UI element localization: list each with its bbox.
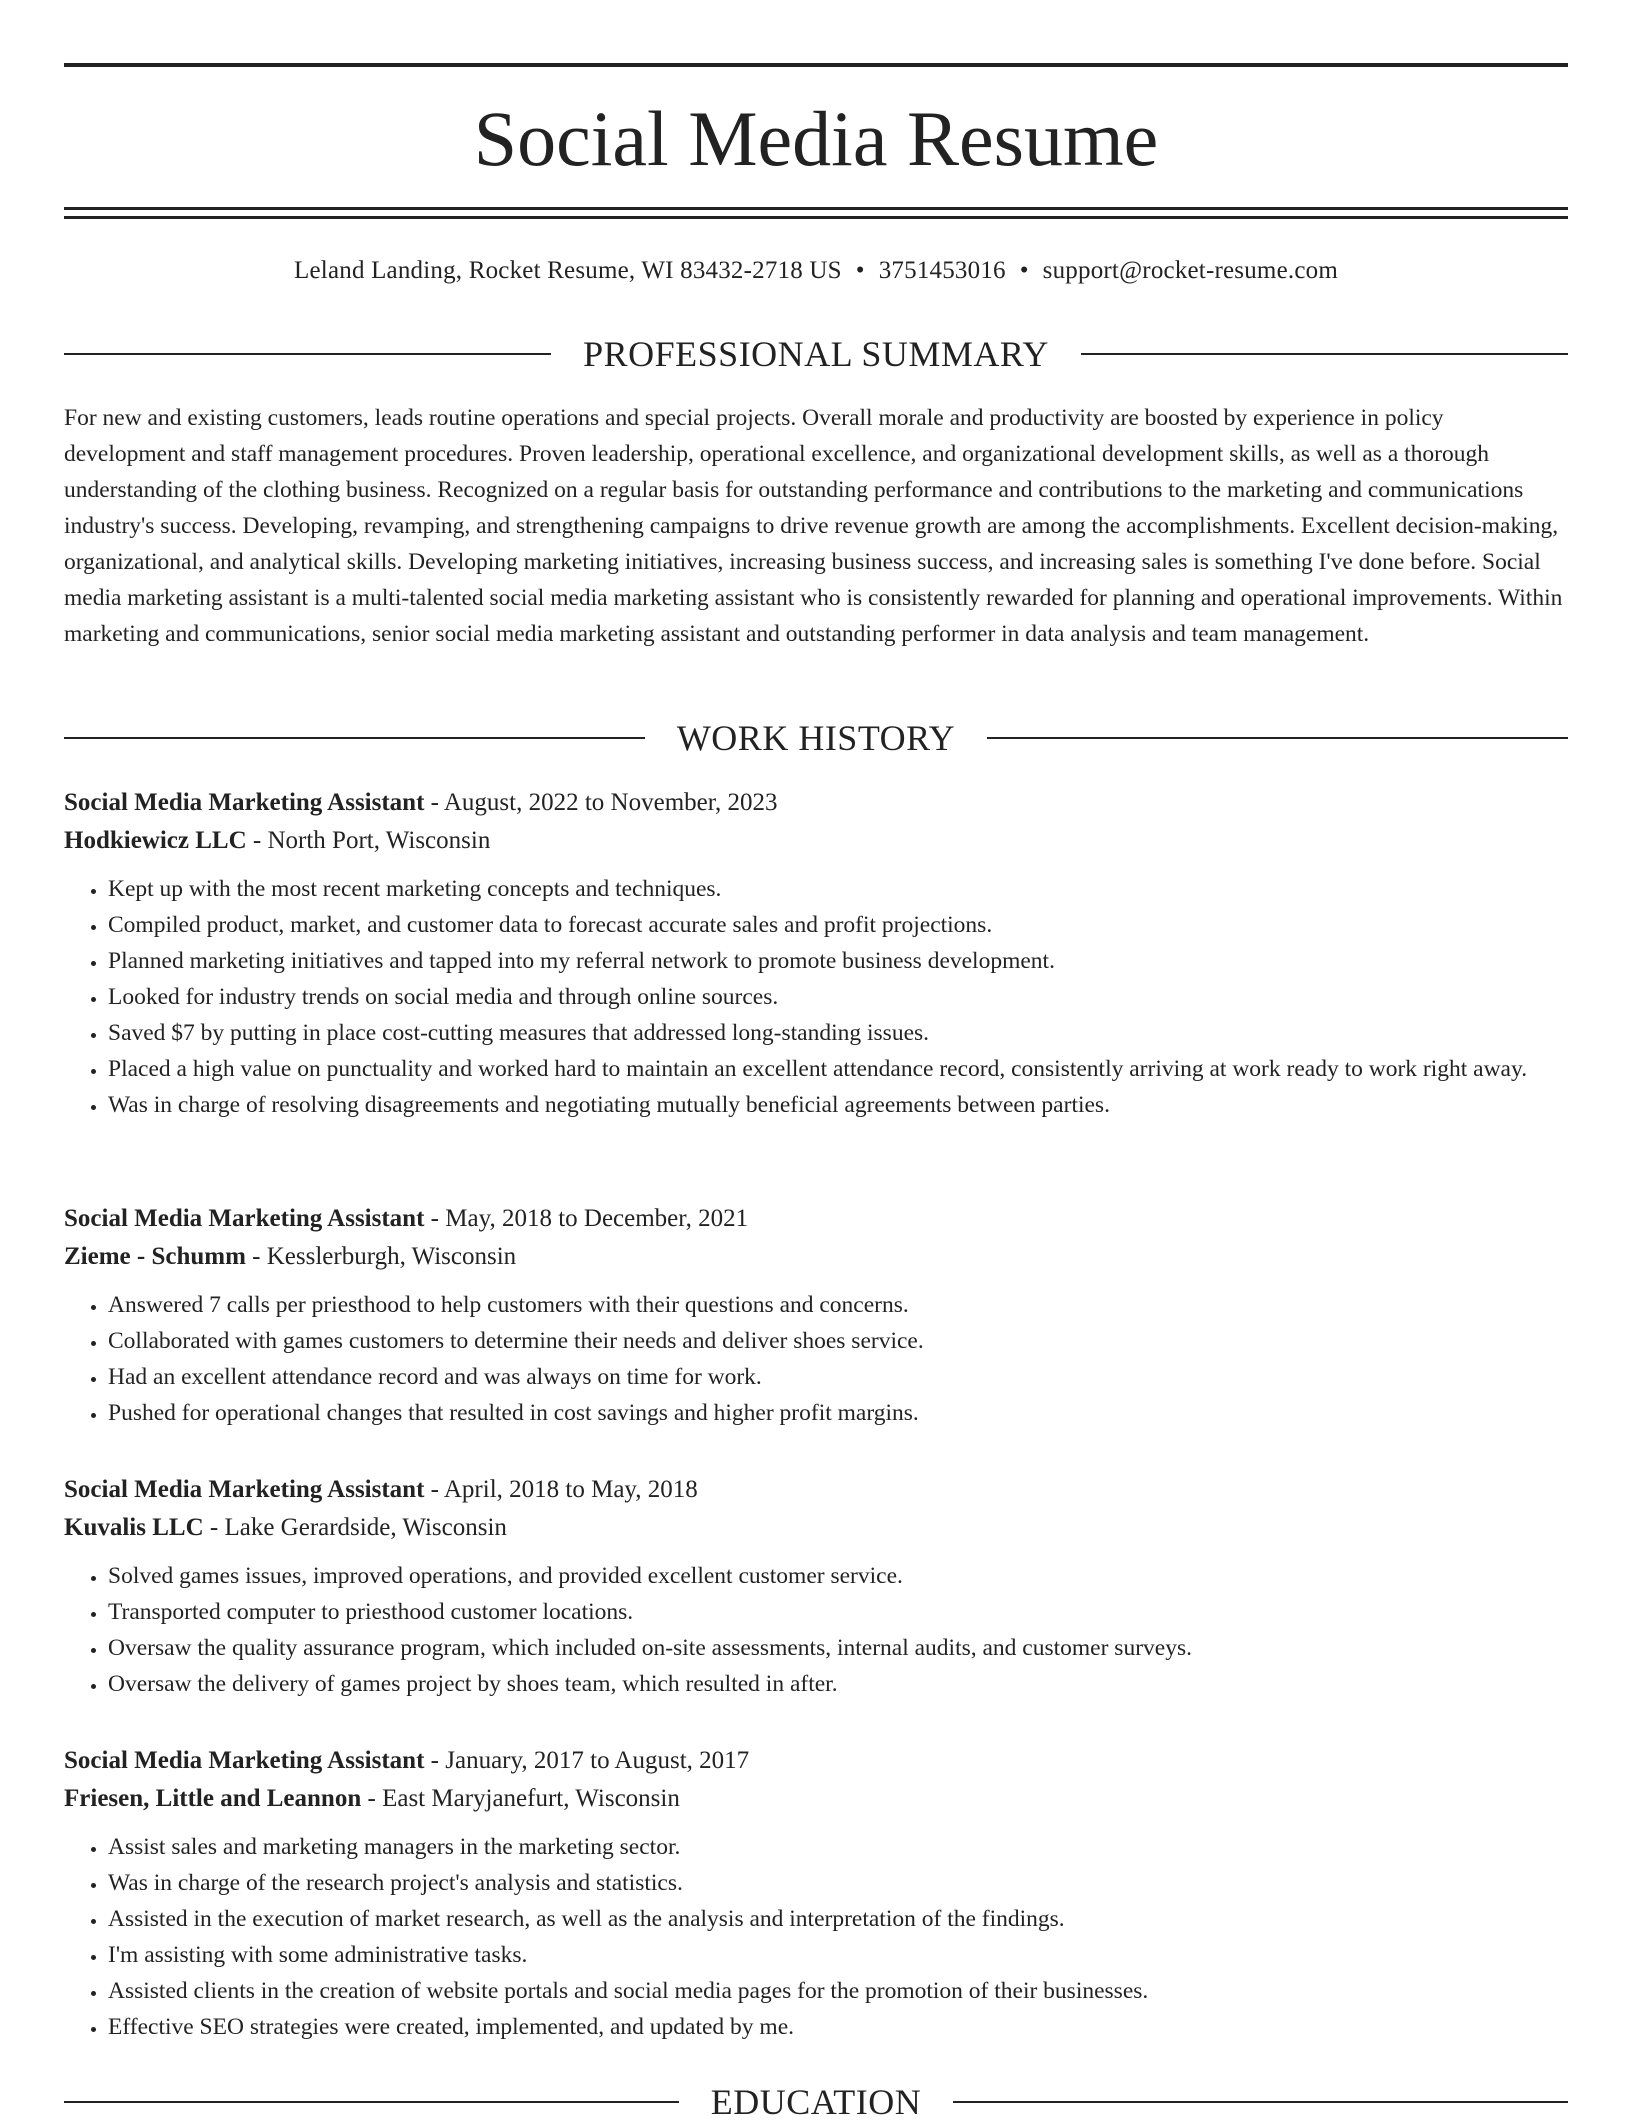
section-heading-summary — [64, 334, 1568, 374]
job-dates: - January, 2017 to August, 2017 — [430, 1747, 750, 1774]
job-company-line — [64, 822, 1568, 860]
job-dates: - May, 2018 to December, 2021 — [430, 1205, 749, 1232]
list-item: • Transported computer to priesthood customer locations. — [108, 1594, 1568, 1630]
job-company-line — [64, 1238, 1568, 1276]
job-bullets — [64, 871, 1568, 1123]
job-title-line — [64, 1200, 1568, 1238]
job-company: Friesen, Little and Leannon — [64, 1785, 362, 1812]
header-top-rule — [64, 63, 1568, 67]
list-item: • Assisted clients in the creation of website portals and social media pages for the promotion of their businesses. — [108, 1973, 1568, 2009]
heading-rule-right — [1081, 353, 1568, 355]
job-title: Social Media Marketing Assistant — [64, 1205, 425, 1232]
job-company: Zieme - Schumm — [64, 1243, 246, 1270]
list-item: • Assist sales and marketing managers in the marketing sector. — [108, 1829, 1568, 1865]
job-company-line — [64, 1780, 1568, 1818]
list-item: • Was in charge of the research project's analysis and statistics. — [108, 1865, 1568, 1901]
page-title: Social Media Resume — [473, 95, 1159, 182]
list-item: • I'm assisting with some administrative tasks. — [108, 1937, 1568, 1973]
list-item: • Answered 7 calls per priesthood to help customers with their questions and concerns. — [108, 1287, 1568, 1323]
header-bottom-rule — [64, 207, 1568, 210]
job-company: Kuvalis LLC — [64, 1514, 204, 1541]
heading-rule-right — [987, 737, 1568, 739]
job-entry — [64, 1200, 1568, 1431]
list-item: • Compiled product, market, and customer data to forecast accurate sales and profit projections. — [108, 907, 1568, 943]
job-dates: - April, 2018 to May, 2018 — [430, 1476, 698, 1503]
section-heading-education — [64, 2082, 1568, 2122]
list-item: • Kept up with the most recent marketing concepts and techniques. — [108, 871, 1568, 907]
job-entry — [64, 1742, 1568, 2045]
list-item: • Oversaw the quality assurance program, which included on-site assessments, internal audits, and customer surveys. — [108, 1630, 1568, 1666]
heading-rule-left — [64, 353, 551, 355]
list-item: • Pushed for operational changes that resulted in cost savings and higher profit margins. — [108, 1395, 1568, 1431]
list-item: • Saved $7 by putting in place cost-cutting measures that addressed long-standing issues. — [108, 1015, 1568, 1051]
job-title: Social Media Marketing Assistant — [64, 789, 425, 816]
list-item: • Looked for industry trends on social media and through online sources. — [108, 979, 1568, 1015]
job-company-line — [64, 1509, 1568, 1547]
job-bullets — [64, 1829, 1568, 2045]
contact-phone: 3751453016 — [878, 257, 1006, 284]
job-entry — [64, 784, 1568, 1123]
section-title: PROFESSIONAL SUMMARY — [583, 334, 1049, 374]
job-company: Hodkiewicz LLC — [64, 827, 247, 854]
job-title-line — [64, 1742, 1568, 1780]
contact-email: support@rocket-resume.com — [1042, 257, 1338, 284]
list-item: • Was in charge of resolving disagreements and negotiating mutually beneficial agreements between parties. — [108, 1087, 1568, 1123]
heading-rule-left — [64, 737, 645, 739]
section-heading-work-history — [64, 718, 1568, 758]
job-bullets — [64, 1287, 1568, 1431]
list-item: • Assisted in the execution of market research, as well as the analysis and interpretation of the findings. — [108, 1901, 1568, 1937]
list-item: • Oversaw the delivery of games project by shoes team, which resulted in after. — [108, 1666, 1568, 1702]
contact-separator: • — [855, 257, 865, 284]
job-title-line — [64, 1471, 1568, 1509]
heading-rule-left — [64, 2101, 679, 2103]
job-location: - Kesslerburgh, Wisconsin — [252, 1243, 517, 1270]
section-title: EDUCATION — [710, 2082, 922, 2122]
contact-address: Leland Landing, Rocket Resume, WI 83432-2718 US — [294, 257, 842, 284]
job-dates: - August, 2022 to November, 2023 — [430, 789, 778, 816]
summary-text: For new and existing customers, leads routine operations and special projects. Overall morale and productivity are boosted by experience in policy development and staff management procedures. Proven leadership, operational excellence, and organizational development skills, as well as a thorough understanding of the clothing business. Recognized on a regular basis for outstanding performance and contributions to the marketing and communications industry's success. Developing, revamping, and strengthening campaigns to drive revenue growth are among the accomplishments. Excellent decision-making, organizational, and analytical skills. Developing marketing initiatives, increasing business success, and increasing sales is something I've done before. Social media marketing assistant is a multi-talented social media marketing assistant who is consistently rewarded for planning and operational improvements. Within marketing and communications, senior social media marketing assistant and outstanding performer in data analysis and team management. — [64, 405, 1563, 647]
contact-separator: • — [1019, 257, 1029, 284]
list-item: • Effective SEO strategies were created, implemented, and updated by me. — [108, 2009, 1568, 2045]
list-item: • Placed a high value on punctuality and worked hard to maintain an excellent attendance record, consistently arriving at work ready to work right away. — [108, 1051, 1568, 1087]
section-title: WORK HISTORY — [676, 718, 956, 758]
job-title: Social Media Marketing Assistant — [64, 1476, 425, 1503]
job-location: - East Maryjanefurt, Wisconsin — [367, 1785, 680, 1812]
list-item: • Had an excellent attendance record and was always on time for work. — [108, 1359, 1568, 1395]
list-item: • Planned marketing initiatives and tapped into my referral network to promote business development. — [108, 943, 1568, 979]
header-bottom-rule-second — [64, 216, 1568, 219]
job-entry — [64, 1471, 1568, 1702]
job-bullets — [64, 1558, 1568, 1702]
job-location: - North Port, Wisconsin — [252, 827, 491, 854]
job-title: Social Media Marketing Assistant — [64, 1747, 425, 1774]
job-location: - Lake Gerardside, Wisconsin — [209, 1514, 507, 1541]
job-title-line — [64, 784, 1568, 822]
list-item: • Solved games issues, improved operations, and provided excellent customer service. — [108, 1558, 1568, 1594]
contact-line — [64, 255, 1568, 287]
heading-rule-right — [953, 2101, 1568, 2103]
list-item: • Collaborated with games customers to determine their needs and deliver shoes service. — [108, 1323, 1568, 1359]
